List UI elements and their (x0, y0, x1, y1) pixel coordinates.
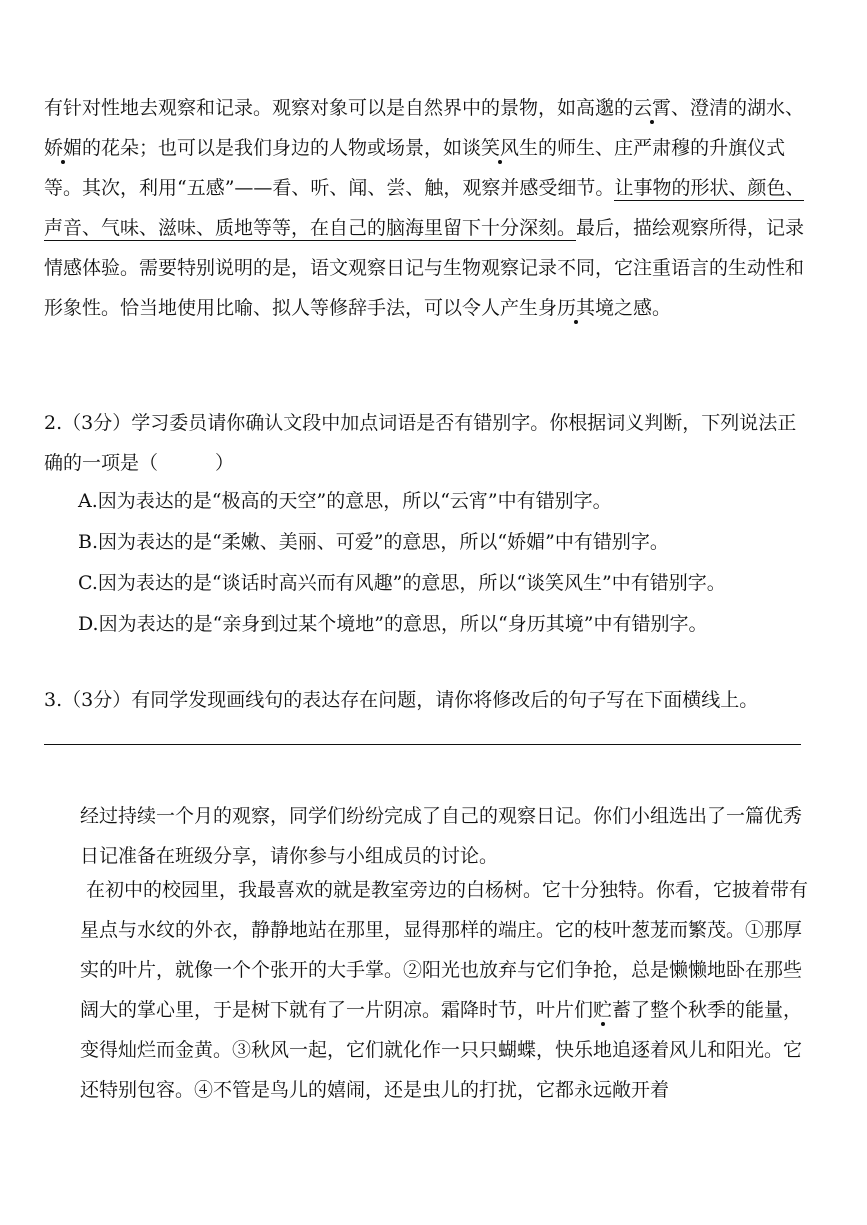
passage-text: 的花朵；也可以是我们身边的人物或场景，如 (82, 137, 463, 159)
answer-line[interactable] (44, 744, 801, 745)
passage-text: 在初中的校园里，我最喜欢的就是教室旁边的白杨树。它十分独特。你看，它披着带有星点与水纹的外衣，静静地站在那里，显得那样的端庄。它的枝叶葱茏而繁茂。①那厚实的叶片，就像一个个张开的大手掌。②阳光也放弃与它们争抢，总是懒懒地卧在那些阔大的掌心里，于是树下就有了一片阴凉。霜降时节，叶片们 (80, 879, 809, 1021)
passage-text: 湖水、 (747, 97, 805, 119)
passage-text: 的师生、庄严肃穆 (538, 137, 691, 159)
underlined-sentence: 让事物的形状、颜色、声音、气味、滋味、质地等等，在自己的脑海里留下十分深刻。 (44, 177, 805, 239)
passage-text: 有针对性地去观察和记录。观察对象可以是自然界中的景物，如高邈的 (44, 97, 634, 119)
option-d[interactable]: D.因为表达的是“亲身到过某个境地”的意思，所以“身历其境”中有错别字。 (78, 613, 708, 635)
dotted-word: 娇媚 (44, 137, 83, 159)
passage-text: 蓄了整个秋季的能量，变得灿烂而金黄。③秋风一起，它们就化作一只只蝴蝶，快乐地追逐着风儿和阳光。它还特别包容。④不管是鸟儿的嬉闹，还是虫儿的打扰，它都永远敞开着 (80, 999, 803, 1101)
passage-text: 之感。 (614, 297, 672, 319)
option-b[interactable]: B.因为表达的是“柔嫩、美丽、可爱”的意思，所以“娇媚”中有错别字。 (78, 531, 669, 553)
passage-text: 、澄清的 (671, 97, 748, 119)
question-3-stem: 3.（3分）有同学发现画线句的表达存在问题，请你将修改后的句子写在下面横线上。 (44, 689, 759, 711)
passage-text: 的升旗仪式等。其次，利用“五感”——看、听、闻、尝、触，观察并感受细节。 (44, 137, 786, 199)
reading-passage (44, 88, 814, 328)
question-2-options (78, 481, 818, 645)
diary-passage (80, 870, 810, 1110)
passage-2-intro: 经过持续一个月的观察，同学们纷纷完成了自己的观察日记。你们小组选出了一篇优秀日记准备在班级分享，请你参与小组成员的讨论。 (80, 805, 803, 867)
question-2-stem: 2.（3分）学习委员请你确认文段中加点词语是否有错别字。你根据词义判断，下列说法正确的一项是（ ） (44, 412, 797, 474)
dotted-word: 贮 (593, 999, 613, 1021)
dotted-word: 身历其境 (538, 297, 615, 319)
option-a[interactable]: A.因为表达的是“极高的天空”的意思，所以“云宵”中有错别字。 (78, 490, 612, 512)
dotted-word: 云霄 (633, 97, 672, 119)
passage-text: 最后，描绘观察所得，记录情感体验。需要特别说明的是，语文观察日记与生物观察记录不同，它注重语言的生动性和形象性。恰当地使用比喻、拟人等修辞手法，可以令人产生 (44, 217, 805, 319)
option-c[interactable]: C.因为表达的是“谈话时高兴而有风趣”的意思，所以“谈笑风生”中有错别字。 (78, 572, 726, 594)
dotted-word: 谈笑风生 (462, 137, 539, 159)
